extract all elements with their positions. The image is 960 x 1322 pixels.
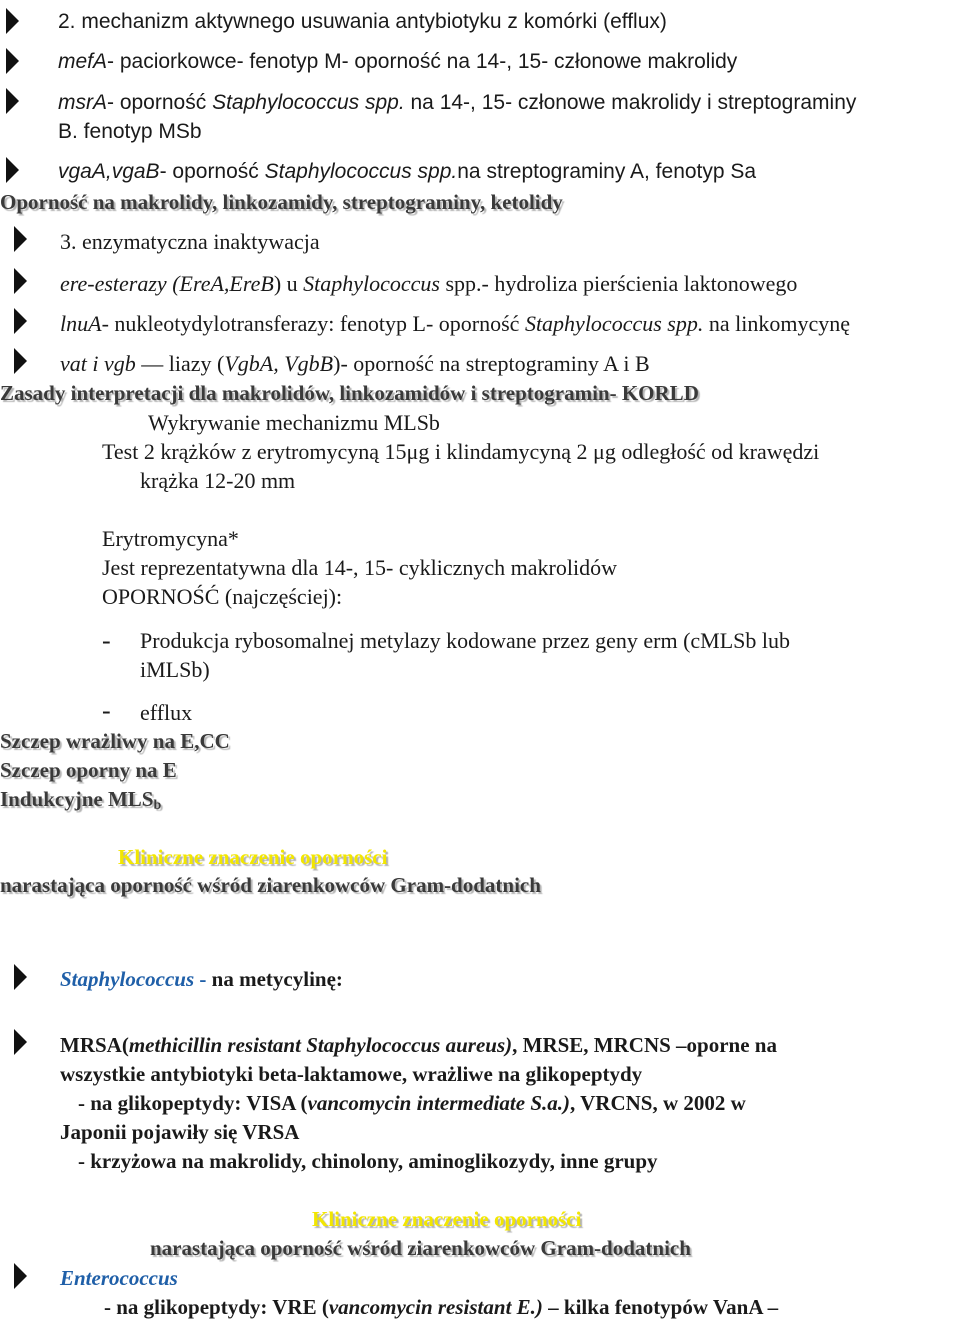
ere-line: ere-esterazy (EreA,EreB) u Staphylococcus spp.- hydroliza pierścienia laktonowego [60, 271, 798, 296]
bullet-triangle-icon [6, 157, 19, 183]
cross-resistance-line: - krzyżowa na makrolidy, chinolony, aminoglikozydy, inne grupy [78, 1149, 658, 1173]
strain-resistant: Szczep oporny na E [0, 758, 177, 782]
methylase-line-1: Produkcja rybosomalnej metylazy kodowane przez geny erm (cMLSb lub [140, 628, 791, 653]
vre-line: - na glikopeptydy: VRE (vancomycin resistant E.) – kilka fenotypów VanA – [104, 1295, 779, 1319]
enzymatic-heading: 3. enzymatyczna inaktywacja [60, 229, 320, 254]
clinical-title-2: Kliniczne znaczenie oporności [312, 1207, 582, 1231]
lnua-line: lnuA- nukleotydylotransferazy: fenotyp L- oporność Staphylococcus spp. na linkomycynę [60, 311, 850, 336]
vga-line: vgaA,vgaB- oporność Staphylococcus spp.na streptograminy A, fenotyp Sa [58, 160, 757, 183]
bullet-triangle-icon [6, 48, 19, 74]
efflux-item: efflux [140, 700, 193, 725]
visa-line: - na glikopeptydy: VISA (vancomycin intermediate S.a.), VRCNS, w 2002 w [78, 1091, 746, 1115]
mrsa-line-1: MRSA(methicillin resistant Staphylococcus aureus), MRSE, MRCNS –oporne na [60, 1033, 777, 1057]
strain-susceptible: Szczep wrażliwy na E,CC [0, 729, 230, 753]
mefa-line: mefA- paciorkowce- fenotyp M- oporność na 14-, 15- członowe makrolidy [58, 50, 738, 73]
bullet-triangle-icon [14, 226, 27, 252]
bullet-triangle-icon [14, 1029, 27, 1055]
mlsb-title: Wykrywanie mechanizmu MLSb [148, 410, 440, 435]
bullet-triangle-icon [14, 964, 27, 990]
test-line-1: Test 2 krążków z erytromycyną 15μg i klindamycyną 2 μg odległość od krawędzi [102, 439, 820, 464]
mrsa-line-2: wszystkie antybiotyki beta-laktamowe, wrażliwe na glikopeptydy [60, 1062, 643, 1086]
msra-line: msrA- oporność Staphylococcus spp. na 14-, 15- członowe makrolidy i streptograminy [58, 91, 857, 114]
clinical-subtitle-2: narastająca oporność wśród ziarenkowców Gram-dodatnich [150, 1236, 691, 1260]
bullet-triangle-icon [14, 1263, 27, 1289]
dash-bullet: - [102, 696, 111, 725]
test-line-2: krążka 12-20 mm [140, 468, 296, 493]
bullet-triangle-icon [6, 88, 19, 114]
methylase-line-2: iMLSb) [140, 657, 210, 682]
resistance-heading: Oporność na makrolidy, linkozamidy, streptograminy, ketolidy [0, 190, 563, 214]
bullet-triangle-icon [14, 348, 27, 374]
strain-inducible: Indukcyjne $MLS_b$ [0, 787, 162, 813]
msra-line-cont: B. fenotyp MSb [58, 120, 202, 143]
representative-line: Jest reprezentatywna dla 14-, 15- cyklicznych makrolidów [102, 555, 617, 580]
clinical-subtitle-1: narastająca oporność wśród ziarenkowców Gram-dodatnich [0, 873, 541, 897]
clinical-title-1: Kliniczne znaczenie oporności [118, 845, 388, 869]
vrsa-line: Japonii pojawiły się VRSA [60, 1120, 300, 1144]
bullet-triangle-icon [6, 8, 19, 34]
entero-heading: Enterococcus [60, 1266, 178, 1290]
korld-heading: Zasady interpretacji dla makrolidów, linkozamidów i streptogramin- KORLD [0, 381, 699, 405]
dash-bullet: - [102, 626, 111, 655]
vat-line: vat i vgb — liazy (VgbA, VgbB)- oporność na streptograminy A i B [60, 351, 650, 376]
resistance-label: OPORNOŚĆ (najczęściej): [102, 584, 343, 609]
bullet-triangle-icon [14, 268, 27, 294]
staph-heading: Staphylococcus - na metycylinę: [60, 967, 343, 991]
bullet-triangle-icon [14, 308, 27, 334]
efflux-heading: 2. mechanizm aktywnego usuwania antybiotyku z komórki (efflux) [58, 10, 667, 33]
erythromycin-label: Erytromycyna* [102, 526, 239, 551]
